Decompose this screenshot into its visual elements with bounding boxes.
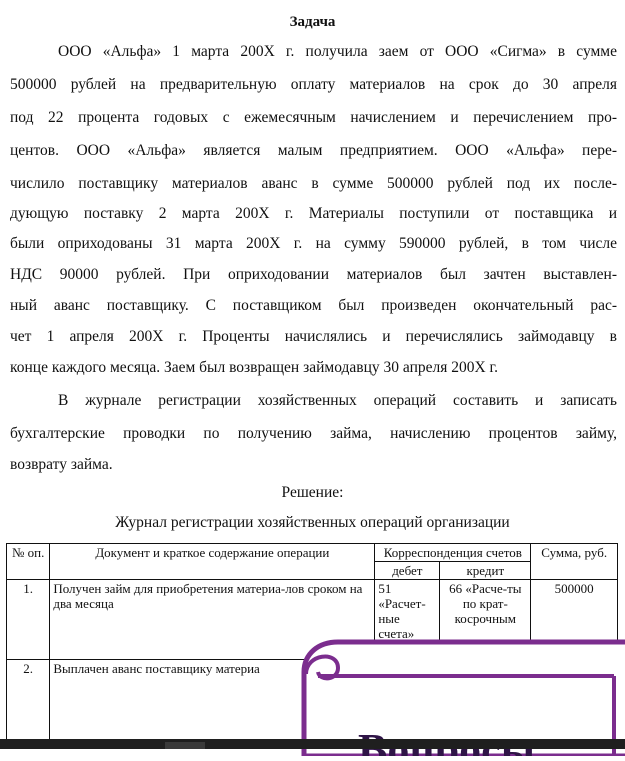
paragraph-line: чет 1 апреля 200Х г. Проценты начислялись и перечислялись займодавцу в [10,328,617,345]
row-sum: 500000 [531,580,618,660]
paragraph-line: 500000 рублей на предварительную оплату материалов на срок до 30 апреля [10,76,617,93]
paragraph-line: были оприходованы 31 марта 200Х г. на сумму 590000 рублей, в том числе [10,235,617,252]
row-text: Получен займ для приобретения материа-лов сроком на два месяца [50,580,375,660]
paragraph-line: центов. ООО «Альфа» является малым предприятием. ООО «Альфа» пере- [10,142,617,159]
scroll-shape [298,636,625,756]
header-correspondence: Корреспонденция счетов [375,544,531,562]
header-document: Документ и краткое содержание операции [50,544,375,580]
row-num: 1. [7,580,50,660]
paragraph-line: возврату займа. [10,456,113,473]
journal-title: Журнал регистрации хозяйственных операций организации [115,514,510,531]
header-credit: кредит [440,562,531,580]
paragraph-line: конце каждого месяца. Заем был возвращен займодавцу 30 апреля 200Х г. [10,359,499,376]
row-text: Выплачен аванс поставщику материа [50,660,375,740]
bottom-toolbar [0,739,625,749]
scroll-overlay [298,636,625,756]
paragraph-line: дующую поставку 2 марта 200Х г. Материалы поступили от поставщика и [10,205,617,222]
row-credit: 66 «Расче-ты по крат-косрочным [440,580,531,660]
table-header-row [7,544,618,562]
header-num: № оп. [7,544,50,580]
row-num: 2. [7,660,50,740]
document-title: Задача [289,14,336,30]
header-sum: Сумма, руб. [531,544,618,580]
paragraph-line: ный аванс поставщику. С поставщиком был произведен окончательный рас- [10,297,617,314]
paragraph-line: под 22 процента годовых с ежемесячным начислением и перечислением про- [10,109,617,126]
header-debit: дебет [375,562,440,580]
solution-label: Решение: [281,484,344,501]
paragraph-line: ООО «Альфа» 1 марта 200Х г. получила заем от ООО «Сигма» в сумме [58,43,617,60]
bottom-toolbar-button[interactable] [165,742,205,749]
paragraph-line: числило поставщику материалов аванс в сумме 500000 рублей под их после- [10,175,617,192]
paragraph-line: В журнале регистрации хозяйственных операций составить и записать [58,392,617,409]
paragraph-line: бухгалтерские проводки по получению займа, начислению процентов займу, [10,425,617,442]
row-debit: 51 «Расчет-ные счета» [375,580,440,660]
paragraph-line: НДС 90000 рублей. При оприходовании материалов был зачтен выставлен- [10,266,617,283]
